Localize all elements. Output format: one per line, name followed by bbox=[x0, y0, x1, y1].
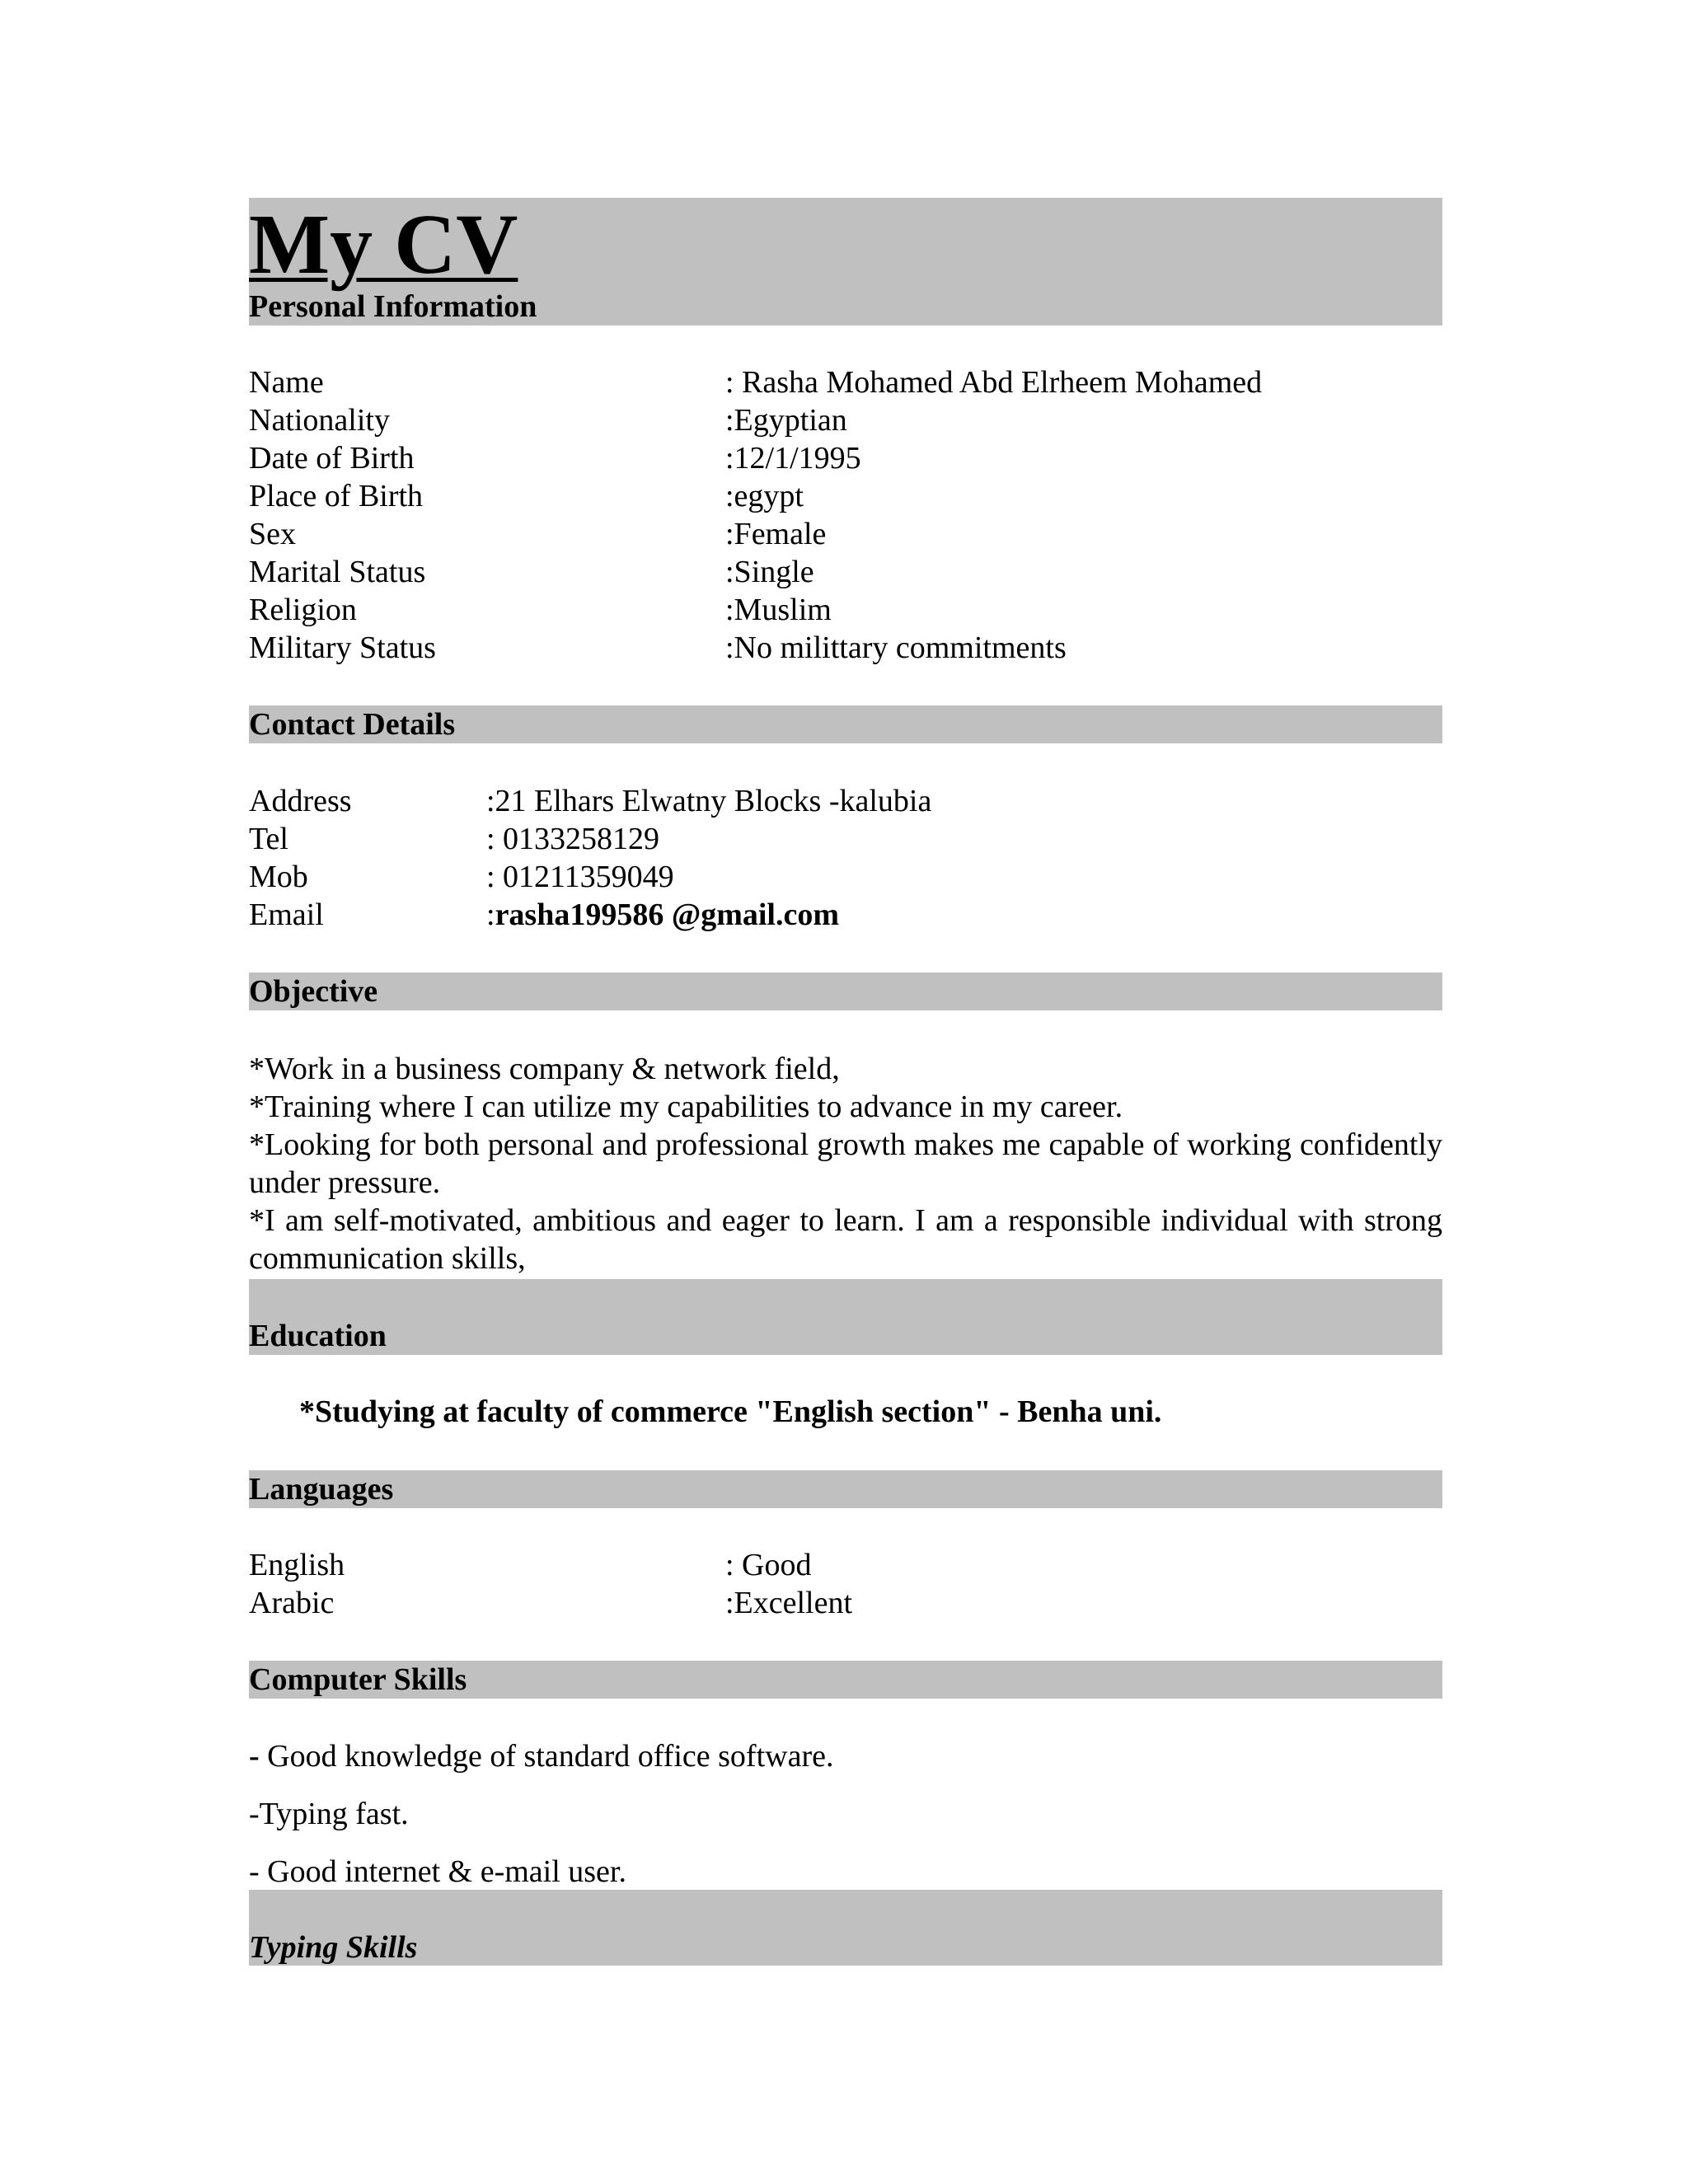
personal-value-military-status: :No milittary commitments bbox=[725, 630, 1067, 665]
personal-label-nationality: Nationality bbox=[249, 403, 390, 438]
personal-label-sex: Sex bbox=[249, 517, 296, 551]
personal-value-sex: :Female bbox=[725, 517, 827, 551]
contact-email-colon: : bbox=[486, 898, 495, 932]
computer-skill-item: -Typing fast. bbox=[249, 1797, 409, 1831]
computer-skill-item: - Good internet & e-mail user. bbox=[249, 1854, 626, 1889]
section-heading-education: Education bbox=[249, 1319, 387, 1353]
page-title: My CV bbox=[249, 197, 518, 292]
objective-item: *Work in a business company & network field, bbox=[249, 1052, 840, 1086]
language-label-arabic: Arabic bbox=[249, 1586, 335, 1620]
personal-value-place-of-birth: :egypt bbox=[725, 479, 804, 513]
section-heading-contact-details: Contact Details bbox=[249, 707, 456, 742]
language-label-english: English bbox=[249, 1548, 345, 1582]
contact-value-email-row bbox=[486, 896, 839, 934]
contact-label-email: Email bbox=[249, 898, 324, 932]
personal-label-name: Name bbox=[249, 365, 324, 400]
section-heading-personal-information: Personal Information bbox=[249, 289, 537, 324]
contact-value-mob: : 01211359049 bbox=[486, 860, 674, 894]
personal-label-military-status: Military Status bbox=[249, 630, 436, 665]
personal-value-nationality: :Egyptian bbox=[725, 403, 847, 438]
contact-label-mob: Mob bbox=[249, 860, 308, 894]
language-value-arabic: :Excellent bbox=[725, 1586, 853, 1620]
objective-list bbox=[249, 1050, 1442, 1277]
education-band bbox=[249, 1279, 1442, 1355]
contact-value-address: :21 Elhars Elwatny Blocks -kalubia bbox=[486, 784, 932, 818]
personal-label-religion: Religion bbox=[249, 593, 357, 627]
section-heading-objective: Objective bbox=[249, 974, 378, 1009]
personal-value-marital-status: :Single bbox=[725, 555, 814, 589]
section-heading-computer-skills: Computer Skills bbox=[249, 1662, 467, 1697]
language-value-english: : Good bbox=[725, 1548, 812, 1582]
computer-skill-dash: - bbox=[249, 1739, 260, 1774]
personal-value-date-of-birth: :12/1/1995 bbox=[725, 441, 861, 476]
contact-value-email: rasha199586 @gmail.com bbox=[495, 898, 839, 932]
section-heading-typing-skills: Typing Skills bbox=[249, 1930, 418, 1965]
objective-item: *I am self-motivated, ambitious and eager to learn. I am a responsible individual with strong communication skills, bbox=[249, 1203, 1442, 1276]
personal-value-name: : Rasha Mohamed Abd Elrheem Mohamed bbox=[725, 365, 1263, 400]
languages-band bbox=[249, 1470, 1442, 1508]
personal-label-marital-status: Marital Status bbox=[249, 555, 426, 589]
section-heading-languages: Languages bbox=[249, 1472, 394, 1507]
personal-value-religion: :Muslim bbox=[725, 593, 832, 627]
objective-item: *Training where I can utilize my capabilities to advance in my career. bbox=[249, 1090, 1123, 1124]
education-item: *Studying at faculty of commerce "English section" - Benha uni. bbox=[299, 1394, 1162, 1429]
contact-value-tel: : 0133258129 bbox=[486, 822, 660, 856]
contact-label-address: Address bbox=[249, 784, 352, 818]
personal-label-date-of-birth: Date of Birth bbox=[249, 441, 415, 476]
contact-label-tel: Tel bbox=[249, 822, 288, 856]
computer-skill-item bbox=[249, 1737, 833, 1775]
objective-band bbox=[249, 972, 1442, 1010]
objective-item: *Looking for both personal and professional growth makes me capable of working confidently under pressure. bbox=[249, 1127, 1442, 1200]
personal-label-place-of-birth: Place of Birth bbox=[249, 479, 424, 513]
typing-skills-band bbox=[249, 1890, 1442, 1966]
computer-skill-text: Good knowledge of standard office software. bbox=[259, 1739, 834, 1774]
